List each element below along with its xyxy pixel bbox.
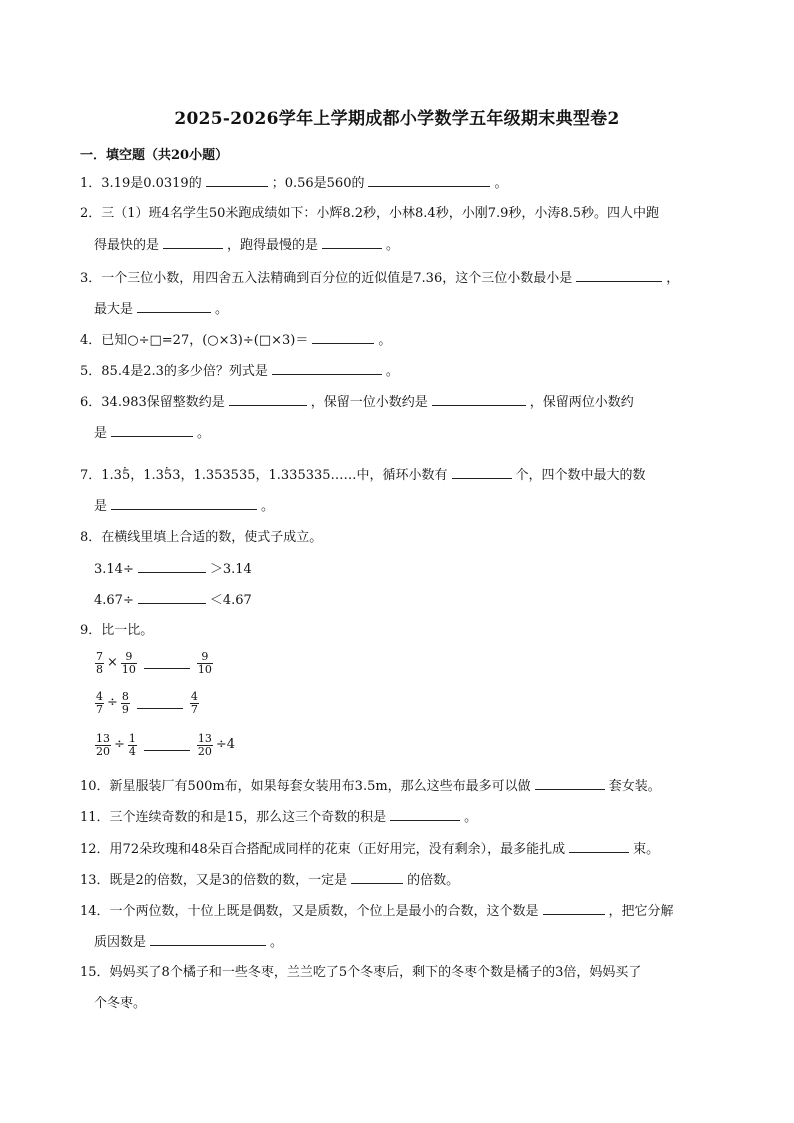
answer-blank[interactable] [322, 236, 382, 249]
question-14: 14．一个两位数，十位上既是偶数，又是质数，个位上是最小的合数，这个数是 ，把它分解 [80, 904, 674, 919]
question-7: 7．1.3· 5，1.3· 53，1.353535，1.335335……中，循环小数有 个，四个数中最大的数 [80, 466, 646, 485]
question-13: 13．既是2的倍数，又是3的倍数的数，一定是 的倍数。 [80, 873, 460, 888]
answer-blank[interactable] [111, 424, 193, 437]
question-10: 10．新星服装厂有500m布，如果每套女装用布3.5m，那么这些布最多可以做 套女装。 [80, 779, 661, 794]
answer-blank[interactable] [569, 840, 629, 853]
fraction: $\frac{9}{10}$ [197, 649, 212, 676]
question-8-row-1: 3.14÷ ＞3.14 [94, 562, 252, 577]
question-2: 2．三（1）班4名学生50米跑成绩如下：小辉8.2秒，小林8.4秒，小刚7.9秒，小涛8.5秒。四人中跑 [80, 206, 660, 221]
answer-blank[interactable] [452, 466, 512, 479]
question-5: 5．85.4是2.3的多少倍？列式是 。 [80, 364, 399, 379]
answer-blank[interactable] [150, 933, 266, 946]
fraction: $\frac{1}{4}$ [128, 731, 136, 758]
question-12: 12．用72朵玫瑰和48朵百合搭配成同样的花束（正好用完，没有剩余），最多能扎成 束。 [80, 842, 660, 857]
repeating-digit: · 5 [122, 468, 130, 483]
fraction: $\frac{13}{20}$ [96, 731, 110, 758]
question-3: 3．一个三位小数，用四舍五入法精确到百分位的近似值是7.36，这个三位小数最小是 ， [80, 271, 680, 286]
answer-blank[interactable] [272, 362, 382, 375]
question-15-cont: 个冬枣。 [94, 996, 147, 1011]
answer-blank[interactable] [206, 174, 268, 187]
answer-blank[interactable] [138, 591, 206, 604]
answer-blank[interactable] [229, 393, 307, 406]
question-7-cont: 是 。 [94, 499, 275, 514]
question-2-cont: 得最快的是 ，跑得最慢的是 。 [94, 238, 400, 253]
answer-blank[interactable] [137, 300, 211, 313]
answer-blank[interactable] [390, 808, 460, 821]
fraction: $\frac{13}{20}$ [197, 731, 212, 758]
fraction: $\frac{7}{8}$ [96, 649, 103, 676]
answer-blank[interactable] [138, 560, 206, 573]
fraction: $\frac{8}{9}$ [121, 689, 129, 716]
question-8-row-2: 4.67÷ ＜4.67 [94, 593, 252, 608]
compare-row-2: $\frac{4}{7}$ ÷ $\frac{8}{9}$ $\frac{4}{7}$ [96, 689, 198, 716]
answer-blank[interactable] [432, 393, 526, 406]
section-heading: 一．填空题（共20小题） [80, 148, 229, 163]
answer-blank[interactable] [543, 902, 605, 915]
answer-blank[interactable] [535, 777, 605, 790]
question-1: 1．3.19是0.0319的 ；0.56是560的 。 [80, 176, 508, 191]
page-title: 2025-2026学年上学期成都小学数学五年级期末典型卷2 [174, 109, 620, 129]
question-6: 6．34.983保留整数约是 ，保留一位小数约是 ，保留两位小数约 [80, 395, 634, 410]
fraction: $\frac{4}{7}$ [96, 689, 103, 716]
question-3-cont: 最大是 。 [94, 302, 229, 317]
compare-row-1: $\frac{7}{8}$ × $\frac{9}{10}$ $\frac{9}{10}$ [96, 649, 212, 676]
question-8: 8．在横线里填上合适的数，使式子成立。 [80, 530, 323, 545]
compare-blank[interactable] [144, 740, 190, 751]
answer-blank[interactable] [576, 269, 662, 282]
question-11: 11．三个连续奇数的和是15，那么这三个奇数的积是 。 [80, 810, 478, 825]
fraction: $\frac{9}{10}$ [121, 649, 136, 676]
answer-blank[interactable] [351, 871, 403, 884]
answer-blank[interactable] [163, 236, 223, 249]
answer-blank[interactable] [368, 174, 490, 187]
question-9: 9．比一比。 [80, 623, 154, 638]
question-6-cont: 是 。 [94, 426, 211, 441]
question-14-cont: 质因数是 。 [94, 935, 284, 950]
answer-blank[interactable] [111, 497, 257, 510]
answer-blank[interactable] [312, 331, 374, 344]
compare-blank[interactable] [144, 658, 190, 669]
repeating-digits: · 53 [164, 468, 181, 483]
question-15: 15．妈妈买了8个橘子和一些冬枣，兰兰吃了5个冬枣后，剩下的冬枣个数是橘子的3倍，妈妈买了 [80, 965, 642, 980]
question-4: 4．已知○÷□=27，(○×3)÷(□×3)＝ 。 [80, 333, 392, 348]
compare-row-3: $\frac{13}{20}$ ÷ $\frac{1}{4}$ $\frac{13}{20}$ ÷4 [96, 731, 236, 758]
fraction: $\frac{4}{7}$ [190, 689, 198, 716]
compare-blank[interactable] [137, 698, 183, 709]
